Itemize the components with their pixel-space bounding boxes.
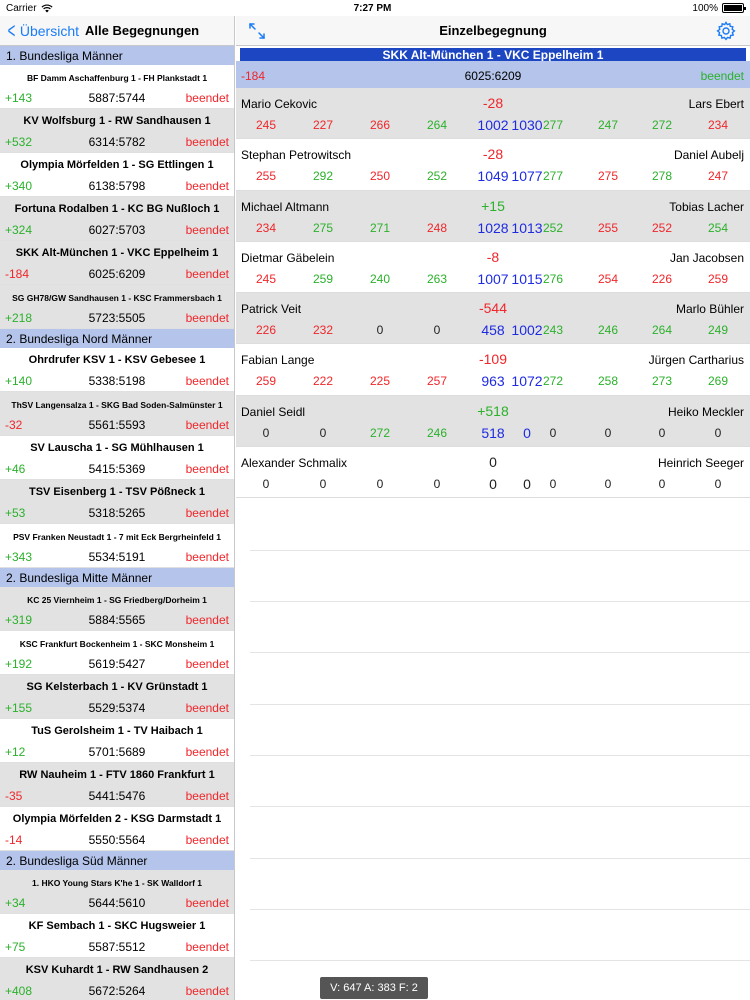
- match-row[interactable]: [0, 241, 234, 285]
- match-score: 5550:5564: [88, 833, 146, 847]
- set-score: 277: [542, 118, 564, 132]
- duel-row[interactable]: [236, 139, 750, 190]
- away-player: Lars Ebert: [688, 97, 744, 111]
- set-score: 263: [426, 271, 448, 286]
- match-title: KSC Frankfurt Bockenheim 1 - SKC Monsheim 1: [19, 639, 215, 649]
- away-player: Heiko Meckler: [667, 404, 744, 419]
- match-row[interactable]: [0, 807, 234, 851]
- set-scores: [236, 323, 750, 339]
- match-score: 5619:5427: [88, 657, 146, 671]
- match-row[interactable]: [0, 631, 234, 675]
- match-diff: +324: [5, 223, 33, 237]
- battery-percent: 100%: [692, 2, 718, 14]
- match-score: 5701:5689: [88, 745, 146, 759]
- home-player: Mario Cekovic: [241, 97, 318, 111]
- set-score: 0: [604, 477, 612, 492]
- clock: 7:27 PM: [353, 2, 392, 14]
- match-title: Fortuna Rodalben 1 - KC BG Nußloch 1: [14, 203, 220, 215]
- set-score: 1030: [511, 117, 543, 133]
- footer-stats: V: 647 A: 383 F: 2: [320, 977, 428, 999]
- away-player: Daniel Aubelj: [673, 148, 744, 163]
- set-score: 254: [597, 271, 619, 286]
- match-title: PSV Franken Neustadt 1 - 7 mit Eck Bergrheinfeld 1: [13, 532, 221, 542]
- set-score: 1007: [477, 270, 509, 287]
- match-status: beendet: [185, 896, 229, 910]
- match-status: beendet: [185, 940, 229, 954]
- set-score: 277: [542, 169, 564, 184]
- match-diff: +343: [5, 550, 33, 564]
- match-title: Ohrdrufer KSV 1 - KSV Gebesee 1: [28, 354, 206, 366]
- match-diff: +218: [5, 311, 33, 325]
- match-diff: -184: [5, 267, 30, 281]
- set-score: 226: [255, 323, 277, 338]
- set-score: 0: [489, 476, 497, 493]
- section-header: 2. Bundesliga Mitte Männer: [0, 568, 234, 587]
- set-score: 1013: [511, 219, 543, 236]
- match-score: 6025:6209: [88, 267, 146, 281]
- left-nav-bar: [0, 16, 234, 46]
- match-diff: +53: [5, 506, 26, 520]
- home-player: Stephan Petrowitsch: [241, 148, 352, 163]
- match-diff: -32: [5, 418, 23, 432]
- home-player: Daniel Seidl: [241, 404, 306, 419]
- expand-icon[interactable]: [248, 22, 266, 40]
- match-row[interactable]: [0, 870, 234, 914]
- match-title: 1. HKO Young Stars K'he 1 - SK Walldorf 1: [32, 878, 202, 888]
- match-score: 5415:5369: [88, 462, 146, 476]
- match-diff: +143: [5, 91, 33, 105]
- set-score: 264: [426, 118, 448, 132]
- match-row[interactable]: [0, 480, 234, 524]
- match-row[interactable]: [0, 65, 234, 109]
- set-score: 1015: [511, 270, 543, 287]
- set-scores: [236, 221, 750, 237]
- set-scores: [236, 374, 750, 390]
- set-score: 0: [262, 425, 270, 440]
- detail-pane: [236, 16, 750, 1000]
- set-score: 458: [481, 322, 505, 339]
- match-score: 6314:5782: [88, 135, 146, 149]
- match-status: beendet: [185, 984, 229, 998]
- set-score: 254: [707, 220, 729, 235]
- set-score: 0: [433, 477, 441, 492]
- set-score: 0: [376, 477, 384, 492]
- home-player: Alexander Schmalix: [241, 456, 348, 471]
- carrier-label: Carrier: [6, 2, 37, 14]
- set-score: 0: [604, 425, 612, 440]
- match-status: beendet: [185, 374, 229, 388]
- set-score: 255: [597, 220, 619, 235]
- match-row[interactable]: [0, 719, 234, 763]
- match-score: 5644:5610: [88, 896, 146, 910]
- section-header: 2. Bundesliga Nord Männer: [0, 329, 234, 348]
- set-score: 1077: [511, 168, 543, 185]
- set-score: 269: [707, 374, 729, 389]
- away-player: Jürgen Cartharius: [648, 353, 744, 368]
- set-score: 258: [597, 374, 619, 389]
- empty-row-separator: [250, 601, 750, 602]
- match-diff: -14: [5, 833, 23, 847]
- empty-row-separator: [250, 909, 750, 910]
- set-score: 227: [312, 118, 334, 132]
- set-score: 0: [714, 425, 722, 440]
- home-player: Fabian Lange: [241, 353, 315, 368]
- match-title: Olympia Mörfelden 1 - SG Ettlingen 1: [20, 159, 214, 171]
- duel-diff: 0: [489, 454, 497, 471]
- set-score: 259: [707, 271, 729, 286]
- duel-list: [236, 88, 750, 498]
- set-score: 275: [312, 220, 334, 235]
- match-status: beendet: [185, 613, 229, 627]
- set-score: 1049: [477, 168, 509, 185]
- away-player: Tobias Lacher: [669, 199, 744, 214]
- duel-row[interactable]: [236, 396, 750, 447]
- set-score: 0: [549, 477, 557, 492]
- chevron-left-icon: <: [7, 17, 16, 43]
- match-score: 5534:5191: [88, 550, 146, 564]
- set-score: 271: [369, 220, 391, 235]
- match-status: beendet: [185, 506, 229, 520]
- set-score: 963: [481, 373, 505, 390]
- set-score: 1028: [477, 219, 509, 236]
- set-scores: [236, 118, 750, 134]
- match-row[interactable]: [0, 197, 234, 241]
- match-row[interactable]: [0, 914, 234, 958]
- match-row[interactable]: [0, 153, 234, 197]
- set-score: 240: [369, 271, 391, 286]
- match-diff: +192: [5, 657, 33, 671]
- match-status: beendet: [185, 701, 229, 715]
- empty-row-separator: [250, 704, 750, 705]
- set-score: 0: [523, 476, 531, 493]
- set-score: 0: [714, 477, 722, 492]
- match-status: beendet: [185, 135, 229, 149]
- match-row[interactable]: [0, 109, 234, 153]
- match-status: beendet: [185, 91, 229, 105]
- match-score: 5723:5505: [88, 311, 146, 325]
- match-diff: +140: [5, 374, 33, 388]
- set-score: 232: [312, 323, 334, 338]
- set-score: 259: [255, 374, 277, 389]
- empty-row-separator: [250, 960, 750, 961]
- detail-summary: [236, 61, 750, 88]
- match-score: 6138:5798: [88, 179, 146, 193]
- match-title: SG GH78/GW Sandhausen 1 - KSC Frammersbach 1: [12, 293, 222, 303]
- set-score: 272: [369, 425, 391, 440]
- match-status: beendet: [185, 311, 229, 325]
- match-status: beendet: [185, 550, 229, 564]
- set-scores: [236, 169, 750, 185]
- set-score: 252: [426, 169, 448, 184]
- match-row[interactable]: [0, 958, 234, 1000]
- match-title: ThSV Langensalza 1 - SKG Bad Soden-Salmünster 1: [11, 400, 223, 410]
- match-title: KC 25 Viernheim 1 - SG Friedberg/Dorheim 1: [27, 595, 207, 605]
- match-diff: +532: [5, 135, 33, 149]
- section-header: 1. Bundesliga Männer: [0, 46, 234, 65]
- away-player: Marlo Bühler: [675, 302, 744, 317]
- detail-score: 6025:6209: [464, 69, 522, 83]
- match-diff: +408: [5, 984, 33, 998]
- set-score: 245: [255, 118, 277, 132]
- set-score: 247: [597, 118, 619, 132]
- match-score: 5887:5744: [88, 91, 146, 105]
- match-status: beendet: [185, 179, 229, 193]
- home-player: Patrick Veit: [241, 302, 302, 317]
- set-scores: [236, 477, 750, 493]
- set-score: 225: [369, 374, 391, 389]
- set-score: 255: [255, 169, 277, 184]
- set-score: 252: [651, 220, 673, 235]
- match-status: beendet: [185, 462, 229, 476]
- duel-row[interactable]: [236, 242, 750, 293]
- empty-row-separator: [250, 755, 750, 756]
- set-score: 272: [651, 118, 673, 132]
- match-title: TuS Gerolsheim 1 - TV Haibach 1: [31, 725, 203, 737]
- duel-diff: +15: [481, 197, 505, 214]
- back-button[interactable]: [5, 17, 79, 43]
- set-score: 1002: [477, 117, 509, 133]
- match-row[interactable]: [0, 285, 234, 329]
- match-row[interactable]: [0, 436, 234, 480]
- set-score: 245: [255, 271, 277, 286]
- empty-row-separator: [250, 652, 750, 653]
- duel-diff: -28: [482, 95, 504, 111]
- set-score: 275: [597, 169, 619, 184]
- match-row[interactable]: [0, 675, 234, 719]
- away-player: Heinrich Seeger: [657, 456, 744, 471]
- duel-diff: -544: [478, 300, 508, 317]
- detail-title: Einzelbegegnung: [439, 23, 547, 38]
- set-score: 246: [426, 425, 448, 440]
- match-title: KV Wolfsburg 1 - RW Sandhausen 1: [23, 115, 211, 127]
- match-status: beendet: [185, 789, 229, 803]
- duel-row[interactable]: [236, 191, 750, 242]
- match-status: beendet: [185, 223, 229, 237]
- match-score: 5441:5476: [88, 789, 146, 803]
- set-score: 0: [549, 425, 557, 440]
- empty-row-separator: [250, 858, 750, 859]
- set-score: 0: [319, 425, 327, 440]
- back-button-label: Übersicht: [19, 22, 79, 39]
- set-score: 0: [319, 477, 327, 492]
- status-bar: [0, 0, 750, 16]
- away-player: Jan Jacobsen: [669, 250, 744, 265]
- match-title: KF Sembach 1 - SKC Hugsweier 1: [28, 920, 206, 932]
- set-score: 234: [255, 220, 277, 235]
- duel-row[interactable]: [236, 447, 750, 498]
- detail-diff: -184: [241, 69, 266, 83]
- set-score: 0: [262, 477, 270, 492]
- set-score: 222: [312, 374, 334, 389]
- match-score: 5884:5565: [88, 613, 146, 627]
- match-diff: +12: [5, 745, 26, 759]
- set-score: 248: [426, 220, 448, 235]
- set-score: 249: [707, 323, 729, 338]
- set-score: 0: [658, 425, 666, 440]
- match-list: [0, 46, 234, 1000]
- set-score: 278: [651, 169, 673, 184]
- set-score: 250: [369, 169, 391, 184]
- match-title: SV Lauscha 1 - SG Mühlhausen 1: [30, 442, 204, 454]
- match-title: Olympia Mörfelden 2 - KSG Darmstadt 1: [12, 813, 222, 825]
- match-status: beendet: [185, 833, 229, 847]
- home-player: Dietmar Gäbelein: [241, 250, 335, 265]
- match-title: SG Kelsterbach 1 - KV Grünstadt 1: [26, 681, 208, 693]
- match-row[interactable]: [0, 348, 234, 392]
- set-score: 259: [312, 271, 334, 286]
- match-status: beendet: [185, 267, 229, 281]
- set-score: 292: [312, 169, 334, 184]
- duel-diff: -109: [478, 351, 508, 368]
- battery-icon: [722, 3, 744, 13]
- match-score: 5672:5264: [88, 984, 146, 998]
- match-status: beendet: [185, 657, 229, 671]
- home-player: Michael Altmann: [241, 199, 330, 214]
- set-score: 0: [658, 477, 666, 492]
- match-score: 5561:5593: [88, 418, 146, 432]
- gear-icon[interactable]: [716, 21, 736, 41]
- match-title: BF Damm Aschaffenburg 1 - FH Plankstadt 1: [26, 73, 208, 83]
- match-title: KSV Kuhardt 1 - RW Sandhausen 2: [25, 964, 209, 976]
- empty-row-separator: [250, 550, 750, 551]
- match-row[interactable]: [0, 587, 234, 631]
- set-scores: [236, 272, 750, 288]
- section-header: 2. Bundesliga Süd Männer: [0, 851, 234, 870]
- match-title: SKK Alt-München 1 - VKC Eppelheim 1: [15, 247, 219, 259]
- match-title: RW Nauheim 1 - FTV 1860 Frankfurt 1: [19, 769, 215, 781]
- set-score: 1072: [511, 373, 543, 390]
- match-diff: +34: [5, 896, 26, 910]
- left-nav-title: Alle Begegnungen: [85, 23, 200, 38]
- set-score: 252: [542, 220, 564, 235]
- match-diff: +155: [5, 701, 33, 715]
- set-score: 272: [542, 374, 564, 389]
- match-row[interactable]: [0, 392, 234, 436]
- set-score: 266: [369, 118, 391, 132]
- match-score: 5529:5374: [88, 701, 146, 715]
- set-score: 243: [542, 323, 564, 338]
- detail-status: beendet: [700, 69, 744, 83]
- match-diff: +340: [5, 179, 33, 193]
- set-scores: [236, 426, 750, 442]
- duel-diff: -8: [486, 248, 500, 265]
- set-score: 1002: [511, 322, 543, 339]
- match-score: 5318:5265: [88, 506, 146, 520]
- duel-row[interactable]: [236, 88, 750, 139]
- set-score: 257: [426, 374, 448, 389]
- right-nav-bar: [236, 16, 750, 46]
- wifi-icon: [41, 4, 53, 13]
- set-score: 264: [651, 323, 673, 338]
- set-score: 247: [707, 169, 729, 184]
- set-score: 273: [651, 374, 673, 389]
- set-score: 0: [523, 424, 531, 441]
- match-diff: +319: [5, 613, 33, 627]
- match-status: beendet: [185, 745, 229, 759]
- detail-match-header: SKK Alt-München 1 - VKC Eppelheim 1: [240, 48, 746, 61]
- set-score: 234: [707, 118, 729, 132]
- duel-diff: -28: [482, 146, 504, 163]
- match-diff: +75: [5, 940, 26, 954]
- set-score: 0: [376, 323, 384, 338]
- set-score: 0: [433, 323, 441, 338]
- match-score: 5338:5198: [88, 374, 146, 388]
- match-title: TSV Eisenberg 1 - TSV Pößneck 1: [28, 486, 206, 498]
- set-score: 276: [542, 271, 564, 286]
- set-score: 518: [481, 424, 505, 441]
- match-list-pane: [0, 16, 235, 1000]
- match-row[interactable]: [0, 524, 234, 568]
- match-diff: -35: [5, 789, 23, 803]
- match-status: beendet: [185, 418, 229, 432]
- duel-row[interactable]: [236, 293, 750, 344]
- set-score: 246: [597, 323, 619, 338]
- match-score: 6027:5703: [88, 223, 146, 237]
- match-row[interactable]: [0, 763, 234, 807]
- duel-row[interactable]: [236, 344, 750, 395]
- duel-diff: +518: [477, 402, 509, 419]
- match-diff: +46: [5, 462, 26, 476]
- match-score: 5587:5512: [88, 940, 146, 954]
- empty-row-separator: [250, 806, 750, 807]
- set-score: 226: [651, 271, 673, 286]
